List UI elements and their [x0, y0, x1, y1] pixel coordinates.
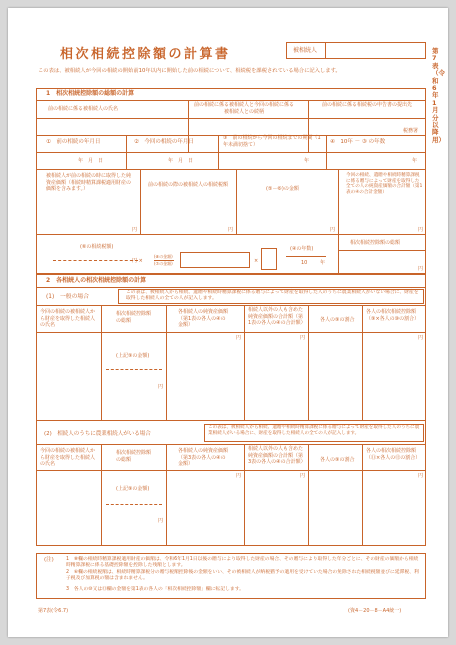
s2-p1-h4: 相続人以外の人も含めた純資産価額の合計額（第1表の各人の④の合計額）: [248, 307, 306, 326]
s1-date4-label: ④ 10年 － ③ の年数: [330, 139, 386, 145]
section1-heading: 1 相次相続控除額の総額の計算: [46, 90, 135, 97]
s2-p1-yen4: 円: [418, 335, 424, 341]
s1-item5-label: 被相続人が前の相続の時に取得した純資産価額（相続時精算課税適用財産の価額を含みます。）: [46, 173, 132, 192]
s1-date3-label: ③ 前の相続から今回の相続までの期間（1年未満切捨て）: [223, 135, 321, 148]
decedent-field[interactable]: [286, 42, 426, 59]
s2-p1-h6: 各人の相次相続控除額（⑨×各人の⑩の割合）: [366, 309, 420, 322]
s2-p2-yen2: 円: [236, 473, 242, 479]
notes-label: (注): [44, 557, 54, 563]
note-3: 3 各人の⑩又は⑪欄の金額を第1表の各人の「相次相続控除額」欄に転記します。: [66, 587, 244, 592]
s2-p2-yen4: 円: [418, 473, 424, 479]
s1-calc-c: ×: [254, 258, 259, 264]
note-2: 2 ⑥欄の相続税額は、相続時精算課税分の贈与税額控除後の金額をいい、その被相続人が納税猶予の適用を受けていた場合の免除された相続税額並びに延滞税、利子税及び加算税の額は含まれません。: [66, 570, 419, 581]
s2-p2-h5: 各人の⑨の割合: [320, 457, 355, 463]
s2-p2-h1: 今回の相続の被相続人から財産を取得した相続人の氏名: [40, 448, 96, 467]
s2-p2-h2: 相次相続控除額の総額: [116, 450, 152, 463]
note-1: 1 ⑧欄の相続時精算課税適用財産の価額は、令和6年1月1日以後の贈与により取得した財産の場合、その贈与により取得した年分ごとに、その財産の価額から相続時精算課税に係る基礎控除額を控除した残額とします。: [66, 557, 419, 568]
s1-date3-unit: 年: [304, 158, 310, 164]
s1-calc-frac-bottom: (⑦の金額): [154, 261, 173, 266]
s1-item7-label: (⑤－⑥)の金額: [266, 186, 299, 192]
s2-part2-title: (2) 相続人のうちに農業相続人がいる場合: [44, 431, 151, 437]
footer-right: (資4－20－8－A4統一): [348, 608, 402, 614]
s1-calc-ratio-box[interactable]: [180, 252, 250, 268]
s1-date1-label: ① 前の相続の年月日: [46, 139, 101, 145]
s2-p1-yen2: 円: [236, 335, 242, 341]
s1-date2-label: ② 今回の相続の年月日: [134, 139, 194, 145]
s2-p2-h3: 各相続人の純資産価額（第3表の各人の④の金額）: [178, 448, 229, 467]
s1-col2-header: 前の相続に係る被相続人と今回の相続に係る被相続人との続柄: [194, 102, 295, 115]
decedent-label: 被相続人: [293, 47, 318, 54]
s1-calc-d: (④の年数): [290, 246, 314, 252]
s2-p2-yen1: 円: [158, 518, 164, 524]
s1-relationship[interactable]: [190, 120, 306, 134]
side-label: 第7表（令和6年1月分以降用）: [432, 47, 445, 144]
s1-calc-frac-top: (⑧の金額): [154, 254, 173, 259]
s2-p2-yen3: 円: [300, 473, 306, 479]
form-title: 相次相続控除額の計算書: [60, 47, 231, 62]
s2-p1-above: (上記⑨の金額): [116, 353, 150, 359]
s2-p1-yen1: 円: [158, 384, 164, 390]
s1-col1-header: 前の相続に係る被相続人の氏名: [48, 106, 119, 112]
s1-item8-label: 今回の相続、遺贈や相続時精算課税に係る贈与によって財産を取得した全ての人の純資産価額の合計額（第1表の④の合計金額）: [346, 173, 423, 195]
intro-text: この表は、被相続人が今回の相続の開始前10年以内に開始した前の相続について、相続税を課税されている場合に記入します。: [38, 68, 341, 74]
s2-p1-h3: 各相続人の純資産価額（第1表の各人の④の金額）: [178, 309, 229, 328]
s1-date1-ymd: 年 月 日: [78, 158, 104, 164]
s1-item8-yen: 円: [418, 227, 424, 233]
s1-col3-header: 前の相続に係る相続税の申告書の提出先: [321, 102, 412, 108]
footer-left: 第7表(令6.7): [38, 608, 69, 614]
s2-p2-h6: 各人の相次相続控除額（⑪×各人の⑫の割合）: [366, 448, 421, 461]
s1-calc-a: (⑥の相続税額): [80, 244, 114, 250]
s1-calc-f: 年: [320, 260, 326, 266]
s2-p1-h1: 今回の相続の被相続人から財産を取得した相続人の氏名: [40, 309, 96, 328]
form-page: [8, 8, 448, 637]
s1-calc-result-label: 相次相続控除額の総額: [350, 240, 401, 246]
s2-p2-above: (上記⑨の金額): [116, 486, 150, 492]
s1-item6-yen: 円: [228, 227, 234, 233]
s1-calc-b: 円 ×: [132, 258, 143, 264]
s1-date4-unit: 年: [412, 158, 418, 164]
s2-part2-note-text: この表は、被相続人から相続、遺贈や相続時精算課税に係る贈与によって財産を取得した人のうちに農業相続人がいる場合に、財産を取得した相続人の全ての人が記入します。: [208, 425, 420, 436]
s1-calc-note-box: [261, 248, 277, 270]
s1-item7-yen: 円: [330, 227, 336, 233]
s1-calc-result-yen: 円: [418, 266, 424, 272]
s2-p2-h4: 相続人以外の人も含めた純資産価額の合計額（第3表の各人の④の合計額）: [248, 446, 306, 465]
s1-prev-decedent-name[interactable]: [38, 120, 186, 134]
s1-tax-office: 税務署: [403, 128, 419, 134]
s1-calc-e: 10: [301, 260, 308, 266]
s1-item6-label: 前の相続の際の被相続人の相続税額: [148, 182, 229, 188]
s1-date2-ymd: 年 月 日: [168, 158, 194, 164]
s2-p1-h2: 相次相続控除額の総額: [116, 311, 152, 324]
section2-heading: 2 各相続人の相次相続控除額の計算: [46, 277, 147, 284]
s2-p1-yen3: 円: [300, 335, 306, 341]
s2-part1-title: (1) 一般の場合: [46, 294, 89, 300]
s2-part1-note-text: この表は、被相続人から相続、遺贈や相続時精算課税に係る贈与によって財産を取得した人のうちに農業相続人がいない場合に、財産を取得した相続人の全ての人が記入します。: [126, 290, 419, 301]
s2-p1-h5: 各人の⑨の割合: [320, 317, 355, 323]
s1-item5-yen: 円: [132, 227, 138, 233]
